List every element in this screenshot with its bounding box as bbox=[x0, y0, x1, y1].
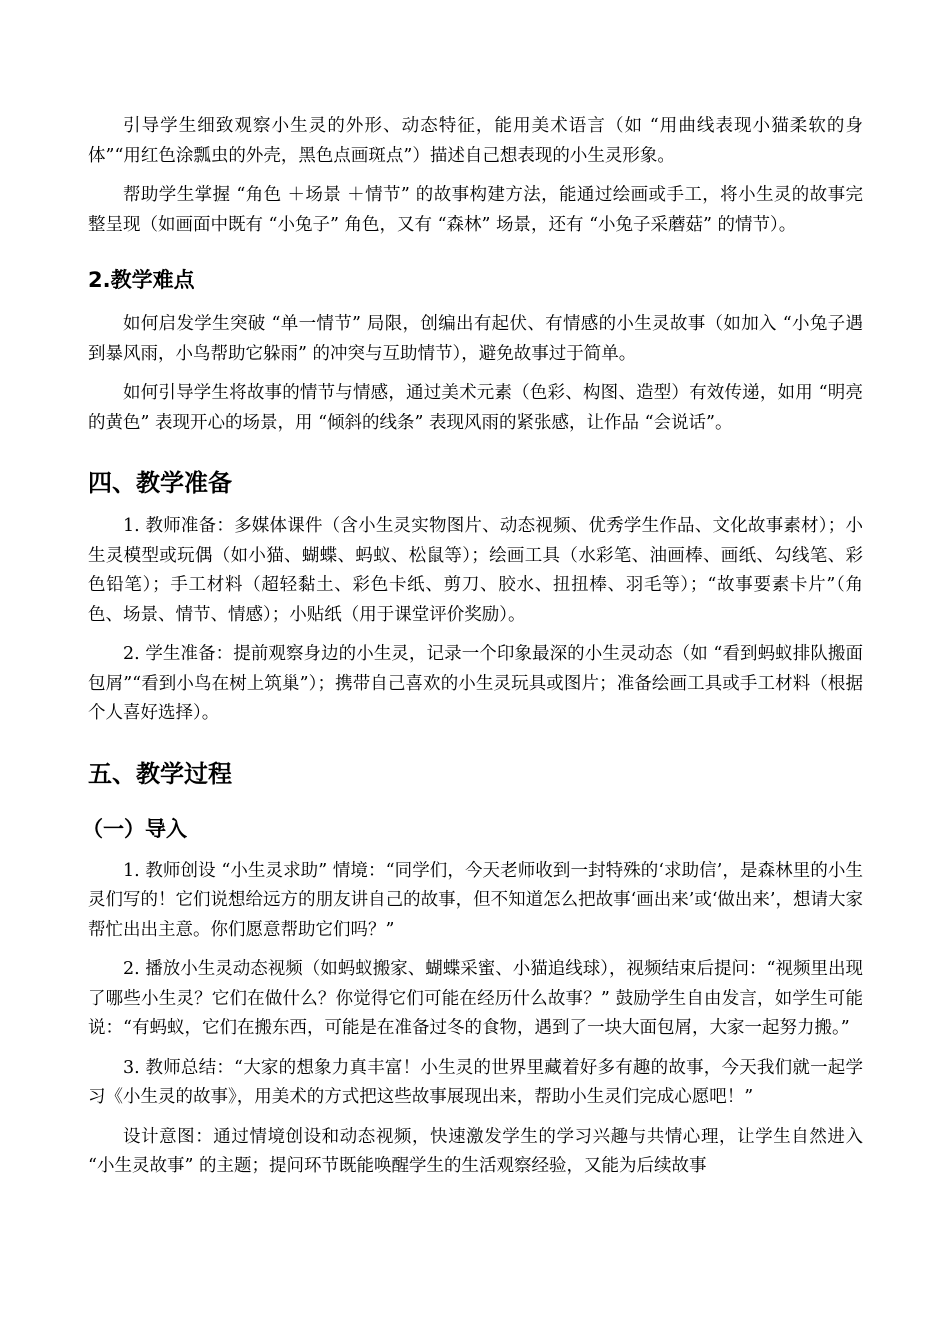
difficulty-paragraph-1: 如何启发学生突破 “单一情节” 局限，创编出有起伏、有情感的小生灵故事（如加入 “小兔子遇到暴风雨，小鸟帮助它躲雨” 的冲突与互助情节），避免故事过于简单。 bbox=[88, 314, 863, 364]
intro-paragraph-1: 1. 教师创设 “小生灵求助” 情境：“同学们，今天老师收到一封特殊的‘求助信’，是森林里的小生灵们写的！它们说想给远方的朋友讲自己的故事，但不知道怎么把故事‘画出来’或‘做出来’，想请大家帮忙出出主意。你们愿意帮助它们吗？” bbox=[88, 860, 863, 940]
heading-introduction: （一）导入 bbox=[82, 816, 187, 841]
preparation-student-paragraph: 2. 学生准备：提前观察身边的小生灵，记录一个印象最深的小生灵动态（如 “看到蚂蚁排队搬面包屑”“看到小鸟在树上筑巢”）；携带自己喜欢的小生灵玩具或图片；准备绘画工具或手工材料（根据个人喜好选择）。 bbox=[88, 644, 863, 723]
heading-teaching-process: 五、教学过程 bbox=[88, 759, 232, 788]
difficulty-paragraph-2: 如何引导学生将故事的情节与情感，通过美术元素（色彩、构图、造型）有效传递，如用 “明亮的黄色” 表现开心的场景，用 “倾斜的线条” 表现风雨的紧张感，让作品 “会说话”。 bbox=[88, 383, 863, 433]
objective-paragraph-story-method: 帮助学生掌握 “角色 ＋场景 ＋情节” 的故事构建方法，能通过绘画或手工，将小生灵的故事完整呈现（如画面中既有 “小兔子” 角色，又有 “森林” 场景，还有 “小兔子采蘑菇” 的情节）。 bbox=[88, 185, 863, 235]
heading-teaching-difficulty: 2.教学难点 bbox=[88, 268, 195, 292]
preparation-teacher-paragraph: 1. 教师准备：多媒体课件（含小生灵实物图片、动态视频、优秀学生作品、文化故事素材）；小生灵模型或玩偶（如小猫、蝴蝶、蚂蚁、松鼠等）；绘画工具（水彩笔、油画棒、画纸、勾线笔、彩色铅笔）；手工材料（超轻黏土、彩色卡纸、剪刀、胶水、扭扭棒、羽毛等）；“故事要素卡片”（角色、场景、情节、情感）；小贴纸（用于课堂评价奖励）。 bbox=[88, 516, 863, 625]
document-body bbox=[82, 112, 863, 1192]
objective-paragraph-observe: 引导学生细致观察小生灵的外形、动态特征，能用美术语言（如 “用曲线表现小猫柔软的身体”“用红色涂瓢虫的外壳，黑色点画斑点”）描述自己想表现的小生灵形象。 bbox=[88, 116, 863, 166]
heading-teaching-preparation: 四、教学准备 bbox=[88, 469, 232, 497]
design-intent-paragraph: 设计意图：通过情境创设和动态视频，快速激发学生的学习兴趣与共情心理，让学生自然进入 “小生灵故事” 的主题；提问环节既能唤醒学生的生活观察经验，又能为后续故事 bbox=[88, 1126, 863, 1176]
intro-paragraph-2: 2. 播放小生灵动态视频（如蚂蚁搬家、蝴蝶采蜜、小猫追线球），视频结束后提问：“视频里出现了哪些小生灵？它们在做什么？你觉得它们可能在经历什么故事？” 鼓励学生自由发言，如学生可能说：“有蚂蚁，它们在搬东西，可能是在准备过冬的食物，遇到了一块大面包屑，大家一起努力搬。” bbox=[88, 959, 863, 1038]
intro-paragraph-3: 3. 教师总结：“大家的想象力真丰富！小生灵的世界里藏着好多有趣的故事，今天我们就一起学习《小生灵的故事》，用美术的方式把这些故事展现出来，帮助小生灵们完成心愿吧！” bbox=[88, 1057, 863, 1107]
